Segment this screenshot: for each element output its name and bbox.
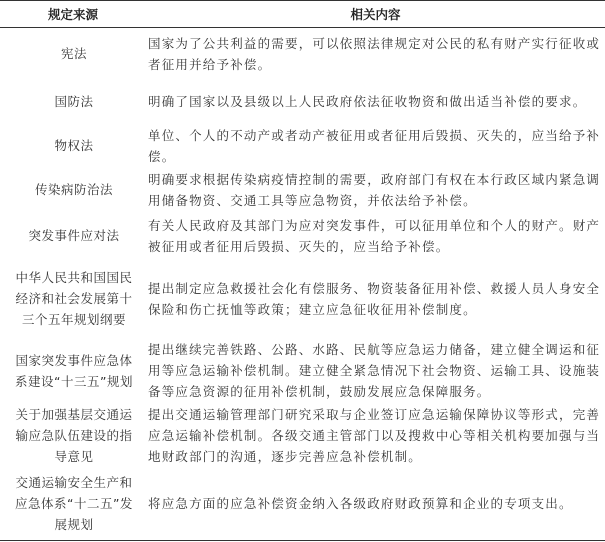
content-cell: 明确了国家以及县级以上人民政府依法征收物资和做出适当补偿的要求。 (148, 94, 587, 109)
table-row (0, 338, 605, 404)
table-row (0, 80, 605, 124)
table-row (0, 168, 605, 212)
table-row (0, 212, 605, 260)
content-cell: 单位、个人的不动产或者动产被征用或者征用后毁损、灭失的，应当给予补偿。 (148, 127, 601, 164)
content-cell: 明确要求根据传染病疫情控制的需要，政府部门有权在本行政区域内紧急调用储备物资、交通工具等应急物资，并依法给予补偿。 (148, 171, 601, 208)
source-cell: 突发事件应对法 (28, 228, 120, 243)
source-cell: 传染病防治法 (34, 182, 113, 197)
header-source: 规定来源 (0, 1, 146, 28)
content-cell: 有关人民政府及其部门为应对突发事件，可以征用单位和个人的财产。财产被征用或者征用后毁损、灭失的，应当给予补偿。 (148, 217, 601, 254)
table-row (0, 124, 605, 168)
table-row (0, 28, 605, 80)
header-content: 相关内容 (146, 1, 605, 28)
source-cell: 国防法 (54, 94, 94, 109)
source-cell: 关于加强基层交通运输应急队伍建设的指导意见 (15, 407, 133, 464)
content-cell: 提出继续完善铁路、公路、水路、民航等应急运力储备，建立健全调运和征用等应急运输补偿机制。建立健全紧急情况下社会物资、运输工具、设施装备等应急资源的征用补偿机制，鼓励发展应急保障服务。 (148, 342, 601, 399)
table-row (0, 260, 605, 338)
table-row (0, 468, 605, 541)
source-cell: 中华人民共和国国民经济和社会发展第十三个五年规划纲要 (15, 270, 133, 327)
content-cell: 提出交通运输管理部门研究采取与企业签订应急运输保障协议等形式，完善应急运输补偿机制。各级交通主管部门以及搜救中心等相关机构要加强与当地财政部门的沟通，逐步完善应急补偿机制。 (148, 407, 601, 464)
header-row (0, 1, 605, 28)
content-cell: 提出制定应急救援社会化有偿服务、物资装备征用补偿、救援人员人身安全保险和伤亡抚恤等政策；建立应急征收征用补偿制度。 (148, 280, 601, 317)
content-cell: 将应急方面的应急补偿资金纳入各级政府财政预算和企业的专项支出。 (146, 468, 605, 541)
source-cell: 物权法 (54, 138, 94, 153)
source-cell: 交通运输安全生产和应急体系“十二五”发展规划 (0, 468, 146, 541)
table-body (0, 28, 605, 541)
content-cell: 国家为了公共利益的需要，可以依照法律规定对公民的私有财产实行征收或者征用并给予补偿。 (148, 35, 601, 72)
source-cell: 宪法 (60, 46, 87, 62)
table-row (0, 404, 605, 468)
source-cell: 国家突发事件应急体系建设“十三五”规划 (15, 352, 133, 389)
table-header (0, 1, 605, 28)
